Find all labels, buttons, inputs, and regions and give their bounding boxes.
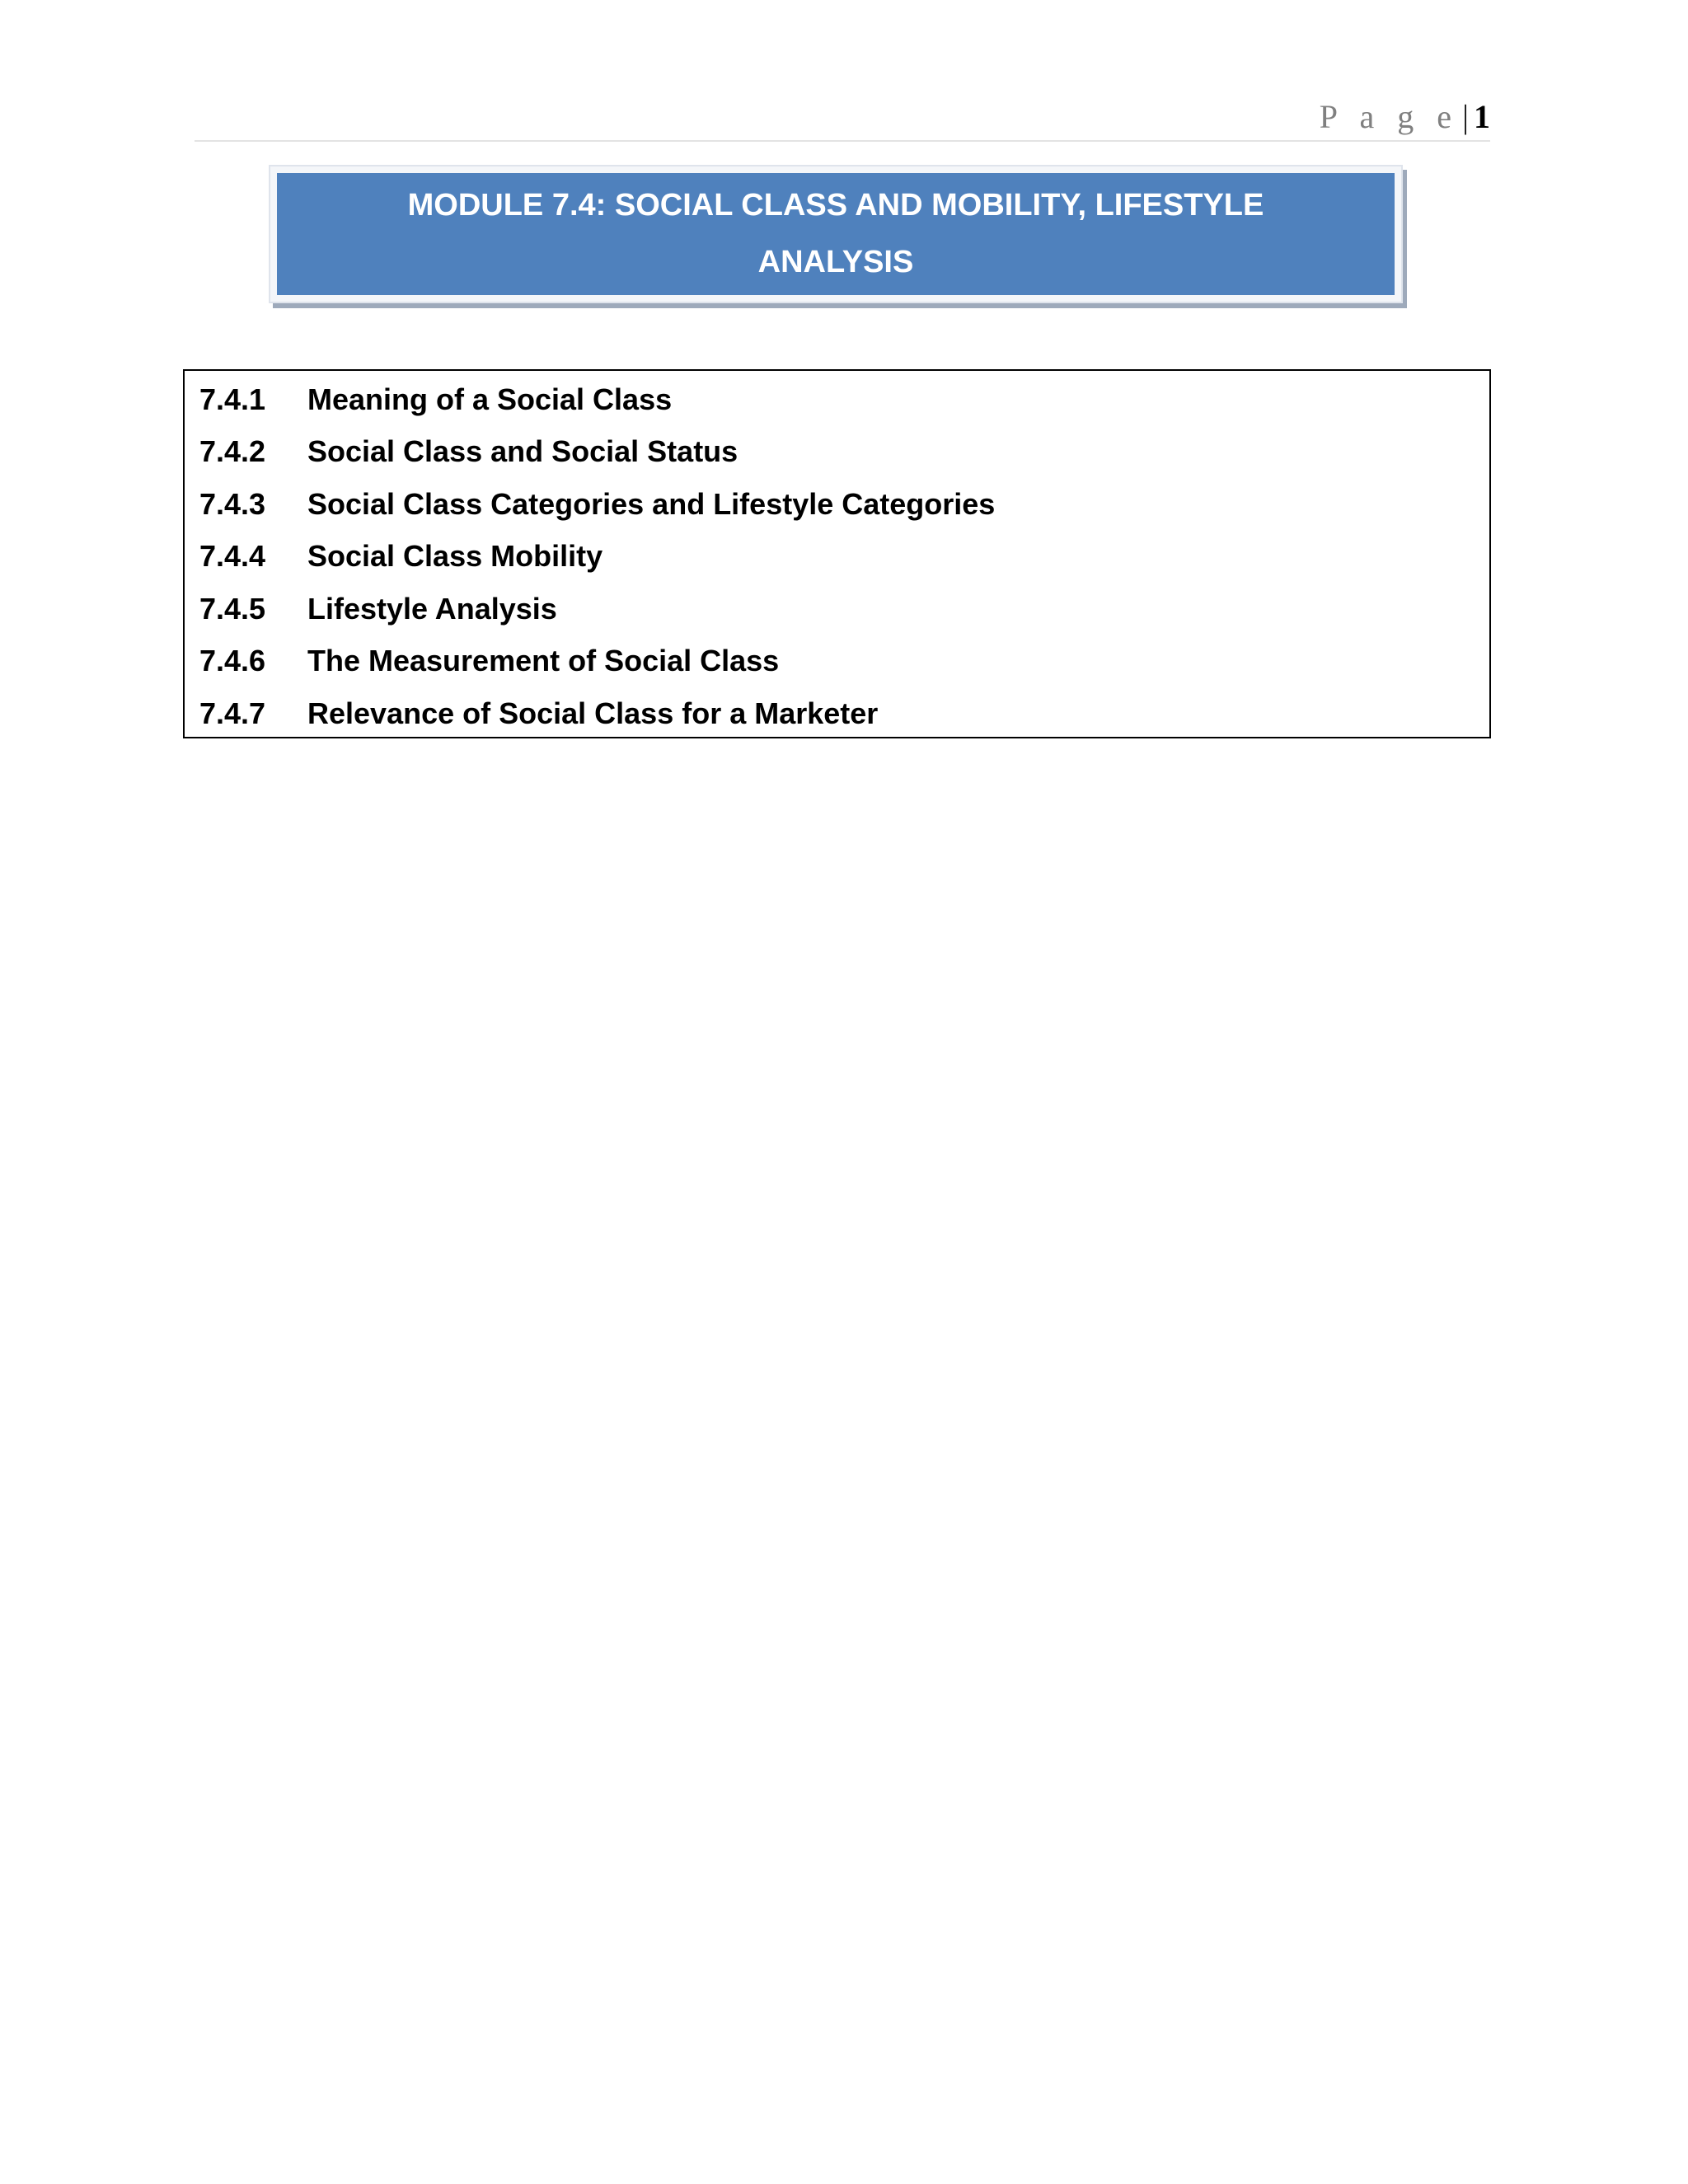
page-number: 1 [1474,98,1490,135]
page-number-label [1319,98,1490,135]
toc-item [185,687,1489,740]
toc-item-number: 7.4.6 [199,644,266,678]
page-separator: | [1461,98,1469,135]
module-title-banner [277,173,1395,295]
toc-item-number: 7.4.5 [199,591,266,626]
toc-item-number: 7.4.2 [199,434,266,469]
toc-item-title: Social Class Categories and Lifestyle Categories [307,486,996,521]
toc-item-title: Relevance of Social Class for a Marketer [307,696,879,730]
toc-item-number: 7.4.1 [199,382,266,416]
toc-item [185,373,1489,426]
toc-item-title: Meaning of a Social Class [307,382,673,416]
module-title-box [269,165,1403,303]
toc-item-title: Social Class and Social Status [307,434,738,469]
table-of-contents [183,369,1491,738]
toc-item-number: 7.4.4 [199,539,266,574]
page-header [195,92,1490,142]
toc-item [185,531,1489,583]
toc-item-number: 7.4.7 [199,696,266,730]
toc-item [185,583,1489,635]
toc-item [185,635,1489,688]
toc-item-title: Lifestyle Analysis [307,591,557,626]
toc-item-title: Social Class Mobility [307,539,603,574]
toc-item-title: The Measurement of Social Class [307,644,780,678]
module-title: MODULE 7.4: SOCIAL CLASS AND MOBILITY, LIFESTYLE ANALYSIS [407,188,1264,279]
page-word: P a g e [1319,98,1459,135]
toc-item [185,478,1489,531]
toc-item-number: 7.4.3 [199,486,266,521]
toc-item [185,426,1489,479]
